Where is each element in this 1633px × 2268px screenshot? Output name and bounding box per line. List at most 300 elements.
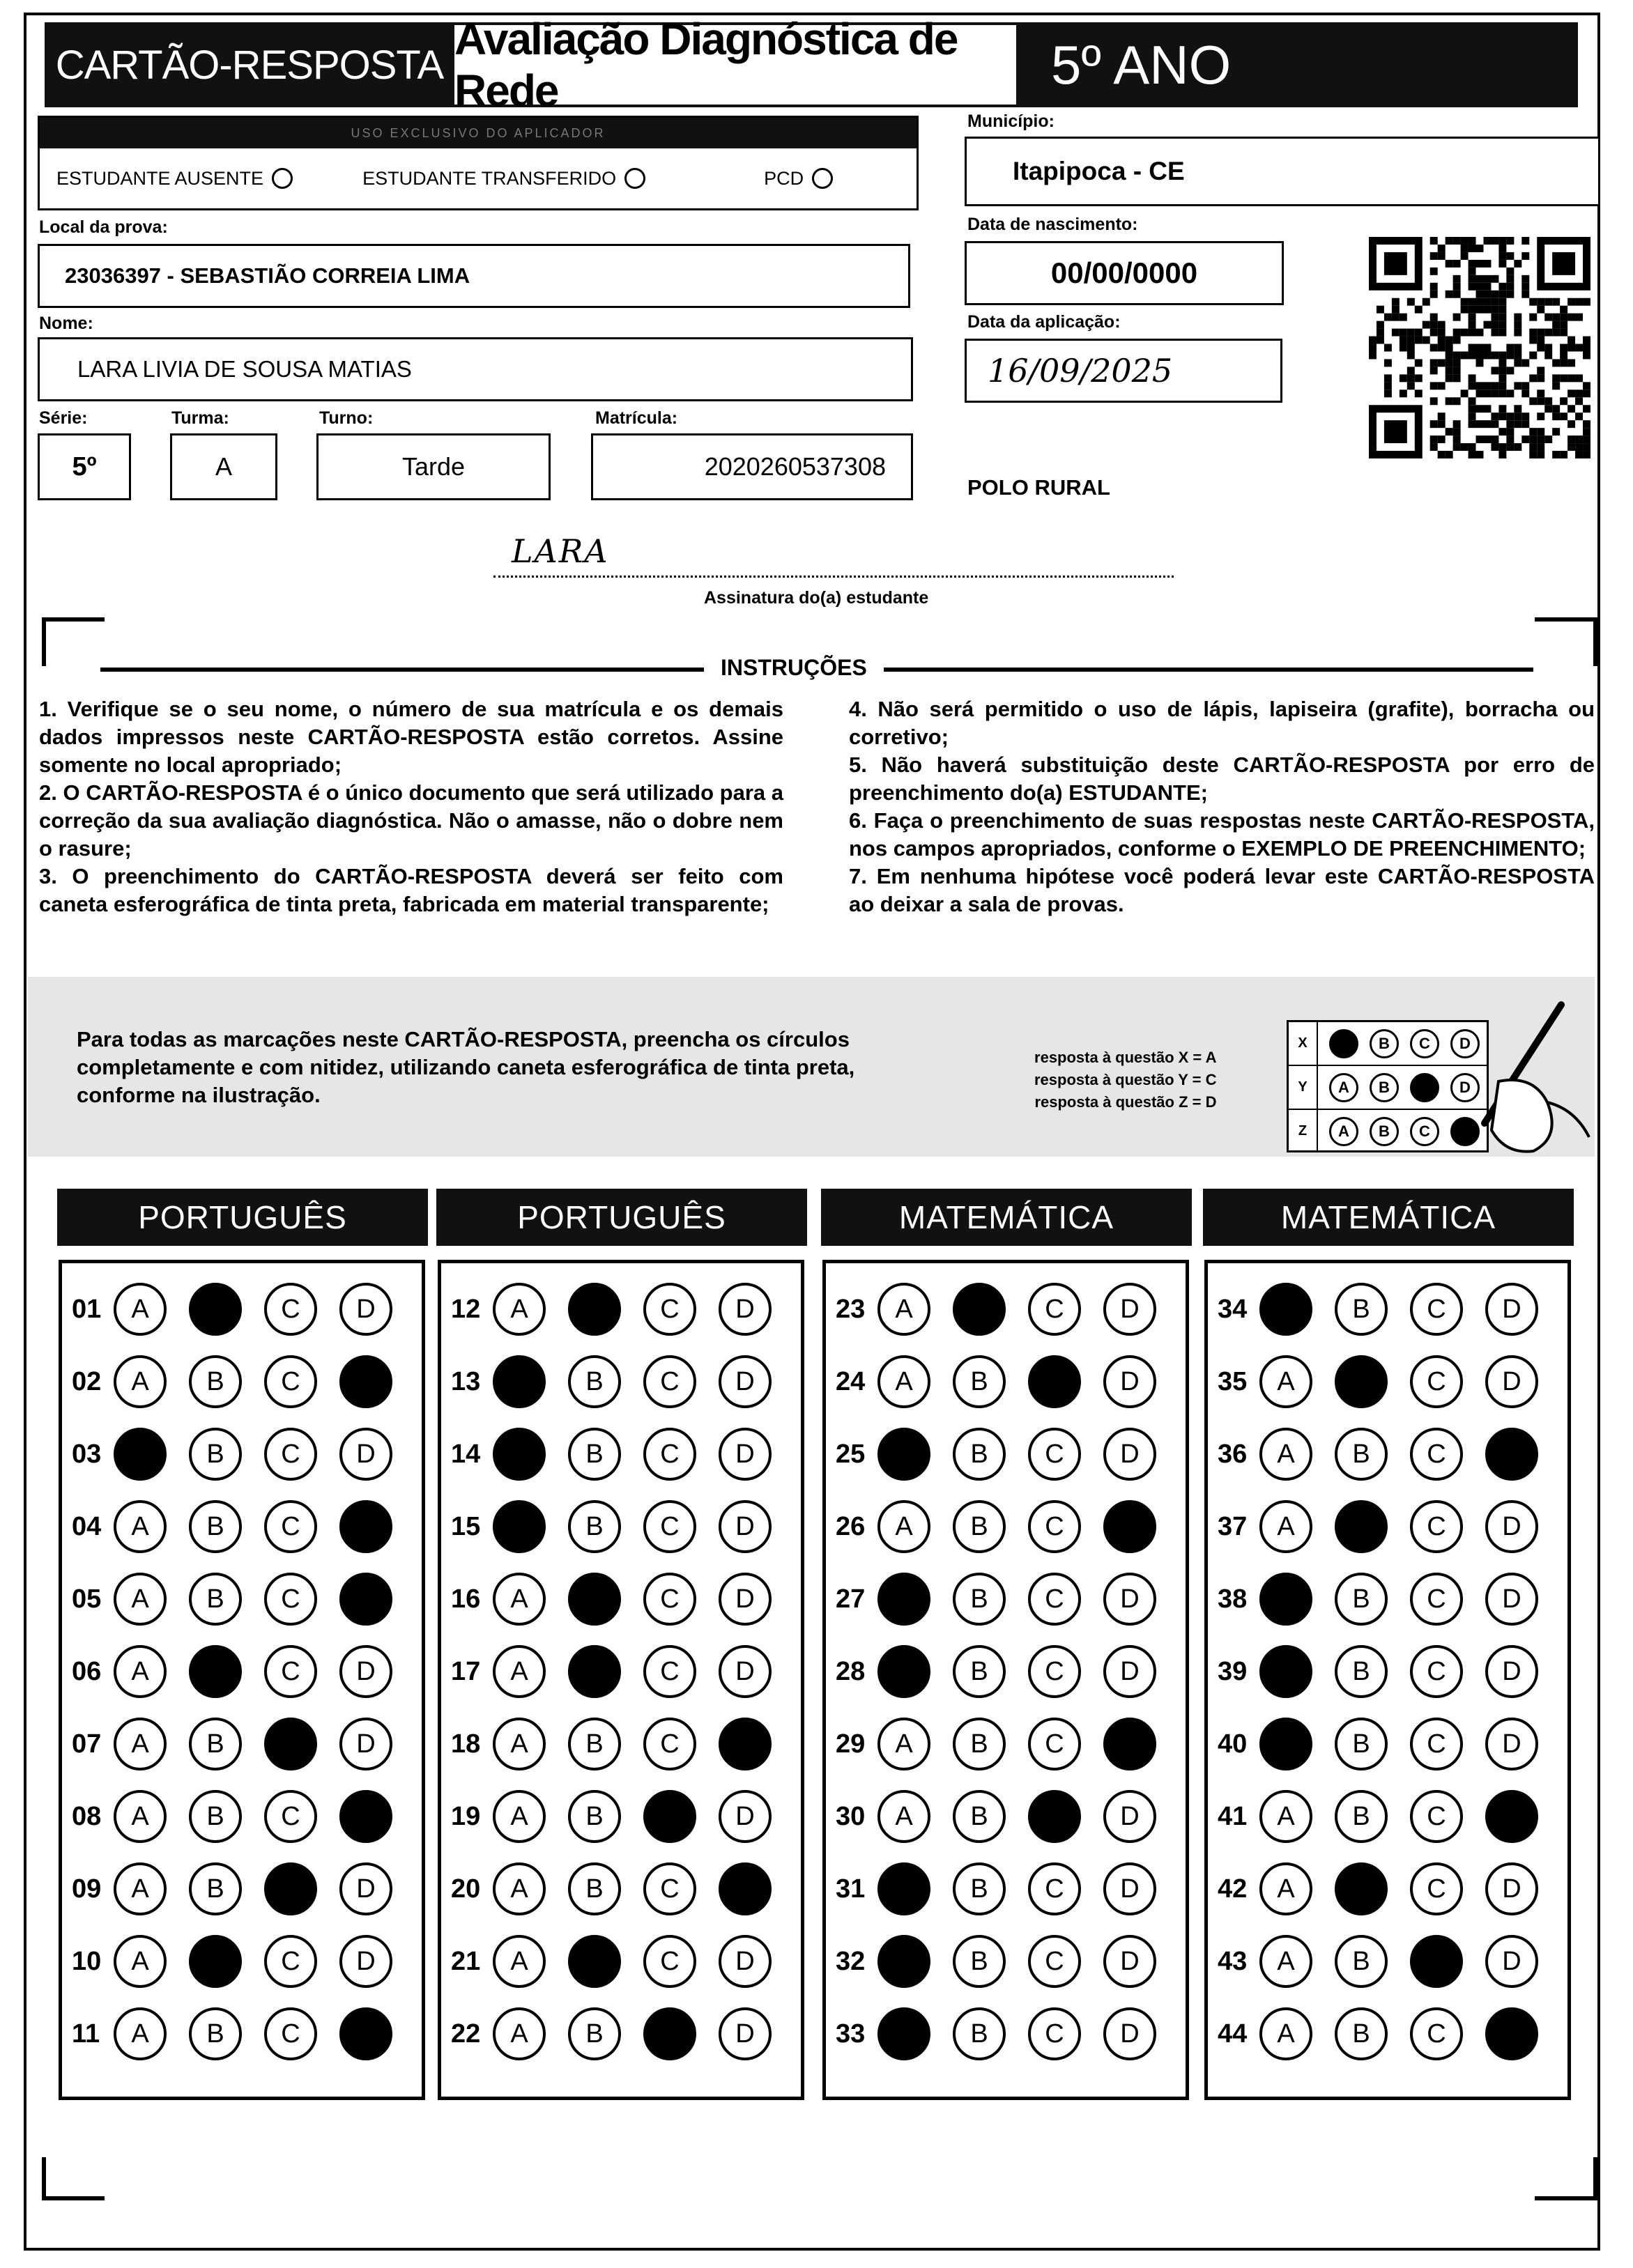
answer-bubble-c[interactable] (264, 1718, 317, 1771)
answer-bubble-a[interactable]: A (1259, 1935, 1312, 1988)
answer-bubble-d[interactable] (339, 2007, 392, 2060)
question-row (72, 1862, 415, 1915)
question-number: 43 (1218, 1946, 1248, 1976)
absent-label: ESTUDANTE AUSENTE (56, 167, 264, 189)
question-number: 03 (72, 1439, 102, 1469)
legend-y: resposta à questão Y = C (1034, 1071, 1217, 1088)
question-number: 08 (72, 1801, 102, 1831)
answer-bubble-b[interactable]: B (568, 1862, 621, 1915)
answer-bubble-a[interactable]: A (114, 1935, 167, 1988)
answer-bubble-c[interactable]: C (264, 1355, 317, 1408)
answer-bubble-b[interactable]: B (189, 1862, 242, 1915)
answer-bubble-c[interactable] (643, 2007, 696, 2060)
answer-bubble-b[interactable]: B (1335, 2007, 1388, 2060)
question-row (72, 1283, 415, 1336)
answer-bubble-d[interactable]: D (1103, 1790, 1156, 1843)
answer-bubble-c[interactable]: C (1410, 1862, 1463, 1915)
answer-bubble-d[interactable]: D (719, 2007, 772, 2060)
answer-bubble-d[interactable] (719, 1718, 772, 1771)
question-row (72, 1355, 415, 1408)
question-row (451, 1718, 794, 1771)
question-number: 04 (72, 1511, 102, 1541)
answer-bubble-c[interactable]: C (1028, 1645, 1081, 1698)
answer-bubble-d[interactable]: D (339, 1935, 392, 1988)
answer-bubble-d[interactable] (1485, 1790, 1538, 1843)
answer-bubble-d[interactable]: D (1485, 1718, 1538, 1771)
answer-bubble-b[interactable]: B (953, 1790, 1006, 1843)
answer-bubble-b[interactable]: B (953, 1645, 1006, 1698)
answer-bubble-a[interactable]: A (877, 1500, 930, 1553)
answer-bubble-d[interactable] (1103, 1500, 1156, 1553)
municipio-field[interactable]: Itapipoca - CE (965, 137, 1600, 206)
pcd-checkbox[interactable] (812, 168, 833, 189)
example-bubble-b: B (1370, 1073, 1399, 1102)
question-row (1218, 1355, 1561, 1408)
question-row (72, 1428, 415, 1481)
birth-label: Data de nascimento: (967, 215, 1138, 234)
answer-bubble-d[interactable]: D (339, 1862, 392, 1915)
answer-bubble-a[interactable] (1259, 1645, 1312, 1698)
answer-bubble-b[interactable]: B (1335, 1645, 1388, 1698)
question-row (836, 1645, 1179, 1698)
example-bubble-c: C (1410, 1117, 1439, 1146)
answer-bubble-d[interactable]: D (1103, 1862, 1156, 1915)
answer-bubble-b[interactable] (568, 1573, 621, 1626)
answer-bubble-c[interactable]: C (264, 1790, 317, 1843)
question-number: 01 (72, 1294, 102, 1324)
question-number: 40 (1218, 1729, 1248, 1759)
answer-bubble-a[interactable] (877, 1428, 930, 1481)
question-row (836, 1862, 1179, 1915)
answer-bubble-c[interactable]: C (1028, 1718, 1081, 1771)
question-row (1218, 2007, 1561, 2060)
answer-bubble-d[interactable]: D (339, 1428, 392, 1481)
question-number: 18 (451, 1729, 481, 1759)
answer-bubble-d[interactable]: D (1485, 1862, 1538, 1915)
answer-bubble-b[interactable] (568, 1283, 621, 1336)
answer-bubble-c[interactable]: C (1410, 2007, 1463, 2060)
answer-bubble-d[interactable]: D (719, 1645, 772, 1698)
question-number: 22 (451, 2019, 481, 2049)
question-number: 15 (451, 1511, 481, 1541)
birth-field[interactable]: 00/00/0000 (965, 241, 1284, 305)
question-number: 10 (72, 1946, 102, 1976)
answer-bubble-a[interactable]: A (114, 1573, 167, 1626)
answer-bubble-c[interactable]: C (1410, 1428, 1463, 1481)
answer-bubble-c[interactable]: C (1410, 1790, 1463, 1843)
answer-bubble-d[interactable]: D (719, 1573, 772, 1626)
answer-bubble-b[interactable]: B (189, 1355, 242, 1408)
instructions-right (849, 695, 1595, 918)
answer-bubble-a[interactable] (877, 2007, 930, 2060)
fill-example-legend (1034, 1047, 1216, 1113)
question-row (1218, 1645, 1561, 1698)
instruction-4: 4. Não será permitido o uso de lápis, lapiseira (grafite), borracha ou corretivo; (849, 697, 1595, 749)
answer-bubble-a[interactable]: A (877, 1355, 930, 1408)
question-number: 21 (451, 1946, 481, 1976)
question-row (1218, 1935, 1561, 1988)
answer-bubble-c[interactable]: C (643, 1935, 696, 1988)
instruction-5: 5. Não haverá substituição deste CARTÃO-RESPOSTA por erro de preenchimento do(a) ESTUDANTE; (849, 753, 1595, 805)
answer-bubble-d[interactable]: D (719, 1428, 772, 1481)
answer-bubble-d[interactable] (1485, 2007, 1538, 2060)
question-row (451, 1573, 794, 1626)
answer-bubble-d[interactable] (339, 1355, 392, 1408)
answer-bubble-d[interactable]: D (1103, 1428, 1156, 1481)
question-number: 11 (72, 2019, 100, 2049)
answer-bubble-c[interactable]: C (1028, 1283, 1081, 1336)
answer-bubble-b[interactable]: B (568, 2007, 621, 2060)
answer-bubble-a[interactable] (493, 1355, 546, 1408)
answer-bubble-a[interactable] (493, 1500, 546, 1553)
question-row (1218, 1283, 1561, 1336)
answer-bubble-b[interactable] (189, 1283, 242, 1336)
turma-field[interactable]: A (170, 433, 277, 500)
section-answer-box (1204, 1260, 1571, 2100)
question-number: 19 (451, 1801, 481, 1831)
answer-bubble-d[interactable]: D (1485, 1355, 1538, 1408)
corner-mark-bottom-right (1535, 2157, 1597, 2200)
answer-bubble-b[interactable]: B (1335, 1935, 1388, 1988)
question-number: 38 (1218, 1584, 1248, 1614)
example-bubble-c: C (1410, 1029, 1439, 1058)
instruction-1: 1. Verifique se o seu nome, o número de sua matrícula e os demais dados impressos neste CARTÃO-RESPOSTA estão corretos. Assine somente no local apropriado; (39, 697, 783, 777)
answer-bubble-a[interactable]: A (114, 1500, 167, 1553)
answer-bubble-b[interactable]: B (953, 1355, 1006, 1408)
answer-bubble-b[interactable]: B (568, 1500, 621, 1553)
answer-bubble-d[interactable]: D (719, 1283, 772, 1336)
answer-bubble-c[interactable]: C (264, 2007, 317, 2060)
answer-bubble-a[interactable]: A (1259, 1790, 1312, 1843)
question-number: 39 (1218, 1656, 1248, 1686)
answer-bubble-a[interactable]: A (493, 1718, 546, 1771)
answer-bubble-b[interactable] (189, 1645, 242, 1698)
answer-bubble-a[interactable]: A (114, 1718, 167, 1771)
answer-bubble-d[interactable]: D (339, 1283, 392, 1336)
answer-bubble-d[interactable] (1485, 1428, 1538, 1481)
answer-bubble-d[interactable]: D (1485, 1283, 1538, 1336)
example-bubble-c (1410, 1073, 1439, 1102)
question-row (836, 1428, 1179, 1481)
question-row (451, 1645, 794, 1698)
answer-bubble-c[interactable]: C (264, 1428, 317, 1481)
section-header: PORTUGUÊS (436, 1189, 807, 1246)
absent-checkbox[interactable] (272, 168, 293, 189)
answer-bubble-c[interactable]: C (264, 1935, 317, 1988)
answer-bubble-b[interactable]: B (953, 1935, 1006, 1988)
question-row (451, 2007, 794, 2060)
answer-bubble-c[interactable]: C (1028, 1428, 1081, 1481)
question-row (451, 1355, 794, 1408)
question-number: 06 (72, 1656, 102, 1686)
answer-bubble-c[interactable]: C (1410, 1718, 1463, 1771)
question-number: 37 (1218, 1511, 1248, 1541)
answer-bubble-b[interactable]: B (189, 1500, 242, 1553)
answer-bubble-c[interactable]: C (643, 1718, 696, 1771)
question-number: 25 (836, 1439, 866, 1469)
question-row (451, 1500, 794, 1553)
answer-bubble-b[interactable]: B (568, 1355, 621, 1408)
question-row (836, 1935, 1179, 1988)
answer-bubble-c[interactable]: C (1028, 1573, 1081, 1626)
card-title: CARTÃO-RESPOSTA (45, 22, 454, 107)
answer-bubble-d[interactable]: D (1485, 1645, 1538, 1698)
name-field[interactable]: LARA LIVIA DE SOUSA MATIAS (38, 337, 913, 401)
question-row (72, 1935, 415, 1988)
answer-bubble-d[interactable]: D (1103, 1935, 1156, 1988)
answer-bubble-d[interactable]: D (719, 1355, 772, 1408)
answer-bubble-a[interactable]: A (493, 2007, 546, 2060)
answer-bubble-c[interactable]: C (1028, 1935, 1081, 1988)
corner-mark-top-right (1535, 617, 1597, 666)
question-number: 34 (1218, 1294, 1248, 1324)
answer-bubble-d[interactable]: D (1103, 1283, 1156, 1336)
qr-code (1369, 237, 1590, 458)
question-row (1218, 1718, 1561, 1771)
answer-bubble-d[interactable]: D (1103, 1645, 1156, 1698)
answer-bubble-b[interactable]: B (953, 1862, 1006, 1915)
answer-bubble-a[interactable]: A (493, 1790, 546, 1843)
answer-bubble-a[interactable]: A (493, 1645, 546, 1698)
example-row-label: Z (1289, 1110, 1318, 1152)
question-number: 13 (451, 1366, 481, 1396)
answer-bubble-a[interactable]: A (114, 1862, 167, 1915)
question-row (836, 1790, 1179, 1843)
section-answer-box (438, 1260, 804, 2100)
legend-z: resposta à questão Z = D (1034, 1093, 1217, 1111)
question-row (836, 1355, 1179, 1408)
question-row (1218, 1573, 1561, 1626)
answer-bubble-c[interactable]: C (643, 1428, 696, 1481)
question-row (451, 1862, 794, 1915)
answer-bubble-a[interactable]: A (114, 1790, 167, 1843)
example-row-label: X (1289, 1022, 1318, 1065)
answer-bubble-a[interactable] (114, 1428, 167, 1481)
answer-bubble-a[interactable]: A (114, 1283, 167, 1336)
answer-bubble-a[interactable]: A (877, 1790, 930, 1843)
answer-bubble-a[interactable]: A (493, 1862, 546, 1915)
answer-bubble-c[interactable]: C (1410, 1355, 1463, 1408)
answer-bubble-b[interactable]: B (953, 1428, 1006, 1481)
answer-bubble-a[interactable]: A (1259, 1500, 1312, 1553)
answer-bubble-b[interactable]: B (189, 1718, 242, 1771)
answer-bubble-a[interactable] (877, 1862, 930, 1915)
answer-bubble-a[interactable]: A (114, 1645, 167, 1698)
question-number: 14 (451, 1439, 481, 1469)
answer-bubble-b[interactable]: B (1335, 1428, 1388, 1481)
answer-bubble-c[interactable]: C (643, 1862, 696, 1915)
answer-bubble-a[interactable]: A (493, 1283, 546, 1336)
answer-bubble-d[interactable]: D (1103, 2007, 1156, 2060)
answer-bubble-a[interactable]: A (877, 1283, 930, 1336)
question-number: 16 (451, 1584, 481, 1614)
answer-bubble-a[interactable]: A (493, 1935, 546, 1988)
question-number: 36 (1218, 1439, 1248, 1469)
question-number: 09 (72, 1874, 102, 1904)
answer-bubble-c[interactable]: C (1410, 1573, 1463, 1626)
answer-bubble-c[interactable] (1410, 1935, 1463, 1988)
municipio-label: Município: (967, 111, 1055, 131)
answer-bubble-b[interactable]: B (189, 1428, 242, 1481)
instructions-left (39, 695, 783, 918)
instruction-7: 7. Em nenhuma hipótese você poderá levar este CARTÃO-RESPOSTA ao deixar a sala de provas. (849, 864, 1595, 916)
question-number: 35 (1218, 1366, 1248, 1396)
answer-bubble-a[interactable] (1259, 1283, 1312, 1336)
question-row (836, 1718, 1179, 1771)
applicator-header: USO EXCLUSIVO DO APLICADOR (40, 118, 917, 148)
example-bubble-b: B (1370, 1117, 1399, 1146)
answer-bubble-b[interactable]: B (1335, 1790, 1388, 1843)
answer-bubble-b[interactable]: B (568, 1428, 621, 1481)
answer-bubble-c[interactable] (264, 1862, 317, 1915)
answer-bubble-d[interactable]: D (339, 1718, 392, 1771)
answer-bubble-a[interactable] (877, 1935, 930, 1988)
polo-label: POLO RURAL (967, 475, 1110, 500)
answer-bubble-d[interactable] (339, 1573, 392, 1626)
answer-bubble-b[interactable]: B (953, 1718, 1006, 1771)
turno-label: Turno: (319, 408, 374, 428)
answer-bubble-d[interactable]: D (1103, 1355, 1156, 1408)
question-number: 30 (836, 1801, 866, 1831)
answer-bubble-b[interactable] (1335, 1355, 1388, 1408)
instructions-title: INSTRUÇÕES (704, 655, 884, 681)
answer-bubble-b[interactable]: B (568, 1790, 621, 1843)
answer-bubble-c[interactable]: C (1028, 1862, 1081, 1915)
answer-bubble-b[interactable] (1335, 1862, 1388, 1915)
answer-bubble-a[interactable] (877, 1573, 930, 1626)
answer-bubble-d[interactable]: D (1485, 1935, 1538, 1988)
answer-bubble-c[interactable]: C (264, 1645, 317, 1698)
serie-label: Série: (39, 408, 88, 428)
answer-bubble-a[interactable]: A (1259, 1355, 1312, 1408)
answer-bubble-c[interactable]: C (1410, 1645, 1463, 1698)
answer-bubble-c[interactable]: C (264, 1500, 317, 1553)
example-row-label: Y (1289, 1066, 1318, 1109)
legend-x: resposta à questão X = A (1034, 1049, 1217, 1066)
answer-bubble-c[interactable]: C (264, 1283, 317, 1336)
answer-bubble-d[interactable]: D (719, 1500, 772, 1553)
answer-bubble-c[interactable]: C (1028, 2007, 1081, 2060)
application-date-field[interactable]: 16/09/2025 (965, 339, 1282, 403)
question-number: 12 (451, 1294, 481, 1324)
signature-label: Assinatura do(a) estudante (704, 588, 929, 608)
question-number: 44 (1218, 2019, 1248, 2049)
answer-bubble-b[interactable]: B (1335, 1573, 1388, 1626)
answer-bubble-c[interactable]: C (264, 1573, 317, 1626)
pcd-label: PCD (764, 167, 804, 189)
answer-bubble-d[interactable]: D (1485, 1573, 1538, 1626)
answer-bubble-a[interactable]: A (114, 2007, 167, 2060)
answer-bubble-c[interactable]: C (1410, 1283, 1463, 1336)
answer-bubble-b[interactable]: B (189, 1790, 242, 1843)
answer-bubble-b[interactable] (189, 1935, 242, 1988)
turma-label: Turma: (171, 408, 229, 428)
question-number: 32 (836, 1946, 866, 1976)
answer-bubble-c[interactable] (1028, 1355, 1081, 1408)
answer-bubble-b[interactable]: B (189, 1573, 242, 1626)
answer-bubble-c[interactable] (643, 1790, 696, 1843)
answer-bubble-a[interactable] (493, 1428, 546, 1481)
question-number: 41 (1218, 1801, 1248, 1831)
instruction-2: 2. O CARTÃO-RESPOSTA é o único documento que será utilizado para a correção da sua avaliação diagnóstica. Não o amasse, não o dobre nem o rasure; (39, 780, 783, 861)
answer-bubble-c[interactable]: C (643, 1573, 696, 1626)
answer-bubble-a[interactable]: A (1259, 2007, 1312, 2060)
answer-bubble-b[interactable] (568, 1935, 621, 1988)
answer-bubble-b[interactable]: B (953, 1573, 1006, 1626)
answer-bubble-d[interactable] (1103, 1718, 1156, 1771)
answer-bubble-c[interactable]: C (1410, 1500, 1463, 1553)
question-number: 02 (72, 1366, 102, 1396)
answer-bubble-a[interactable]: A (877, 1718, 930, 1771)
answer-bubble-a[interactable]: A (493, 1573, 546, 1626)
answer-bubble-a[interactable]: A (114, 1355, 167, 1408)
serie-field[interactable]: 5º (38, 433, 131, 500)
answer-bubble-c[interactable]: C (643, 1283, 696, 1336)
answer-bubble-a[interactable] (877, 1645, 930, 1698)
transferred-label: ESTUDANTE TRANSFERIDO (362, 167, 617, 189)
question-row (836, 1573, 1179, 1626)
question-number: 26 (836, 1511, 866, 1541)
answer-bubble-d[interactable] (339, 1790, 392, 1843)
question-number: 31 (836, 1874, 866, 1904)
question-row (451, 1428, 794, 1481)
answer-bubble-d[interactable] (339, 1500, 392, 1553)
answer-bubble-c[interactable]: C (643, 1645, 696, 1698)
answer-bubble-b[interactable]: B (953, 2007, 1006, 2060)
answer-bubble-a[interactable]: A (1259, 1862, 1312, 1915)
question-row (836, 1500, 1179, 1553)
section-answer-box (59, 1260, 425, 2100)
matricula-label: Matrícula: (595, 408, 678, 428)
answer-bubble-c[interactable] (1028, 1790, 1081, 1843)
section-answer-box (822, 1260, 1189, 2100)
answer-bubble-c[interactable]: C (1028, 1500, 1081, 1553)
answer-bubble-d[interactable]: D (339, 1645, 392, 1698)
answer-bubble-a[interactable] (1259, 1718, 1312, 1771)
question-number: 23 (836, 1294, 866, 1324)
answer-bubble-b[interactable] (1335, 1500, 1388, 1553)
question-row (72, 1573, 415, 1626)
answer-bubble-a[interactable]: A (1259, 1428, 1312, 1481)
answer-bubble-c[interactable]: C (643, 1355, 696, 1408)
matricula-field[interactable]: 2020260537308 (591, 433, 913, 500)
answer-bubble-b[interactable] (953, 1283, 1006, 1336)
example-bubble-d: D (1450, 1073, 1480, 1102)
answer-bubble-b[interactable] (568, 1645, 621, 1698)
example-bubble-b: B (1370, 1029, 1399, 1058)
answer-bubble-d[interactable]: D (1485, 1500, 1538, 1553)
local-field[interactable]: 23036397 - SEBASTIÃO CORREIA LIMA (38, 244, 910, 308)
answer-bubble-d[interactable]: D (719, 1935, 772, 1988)
turno-field[interactable]: Tarde (316, 433, 551, 500)
answer-bubble-b[interactable]: B (568, 1718, 621, 1771)
answer-bubble-b[interactable]: B (1335, 1718, 1388, 1771)
answer-bubble-b[interactable]: B (189, 2007, 242, 2060)
answer-bubble-d[interactable]: D (1103, 1573, 1156, 1626)
transferred-checkbox[interactable] (624, 168, 645, 189)
answer-bubble-d[interactable]: D (719, 1790, 772, 1843)
question-number: 27 (836, 1584, 866, 1614)
answer-bubble-b[interactable]: B (953, 1500, 1006, 1553)
answer-bubble-d[interactable] (719, 1862, 772, 1915)
answer-bubble-c[interactable]: C (643, 1500, 696, 1553)
example-bubble-d: D (1450, 1029, 1480, 1058)
answer-bubble-a[interactable] (1259, 1573, 1312, 1626)
section-header: PORTUGUÊS (57, 1189, 428, 1246)
question-row (1218, 1862, 1561, 1915)
example-bubble-a: A (1329, 1073, 1358, 1102)
answer-bubble-b[interactable]: B (1335, 1283, 1388, 1336)
